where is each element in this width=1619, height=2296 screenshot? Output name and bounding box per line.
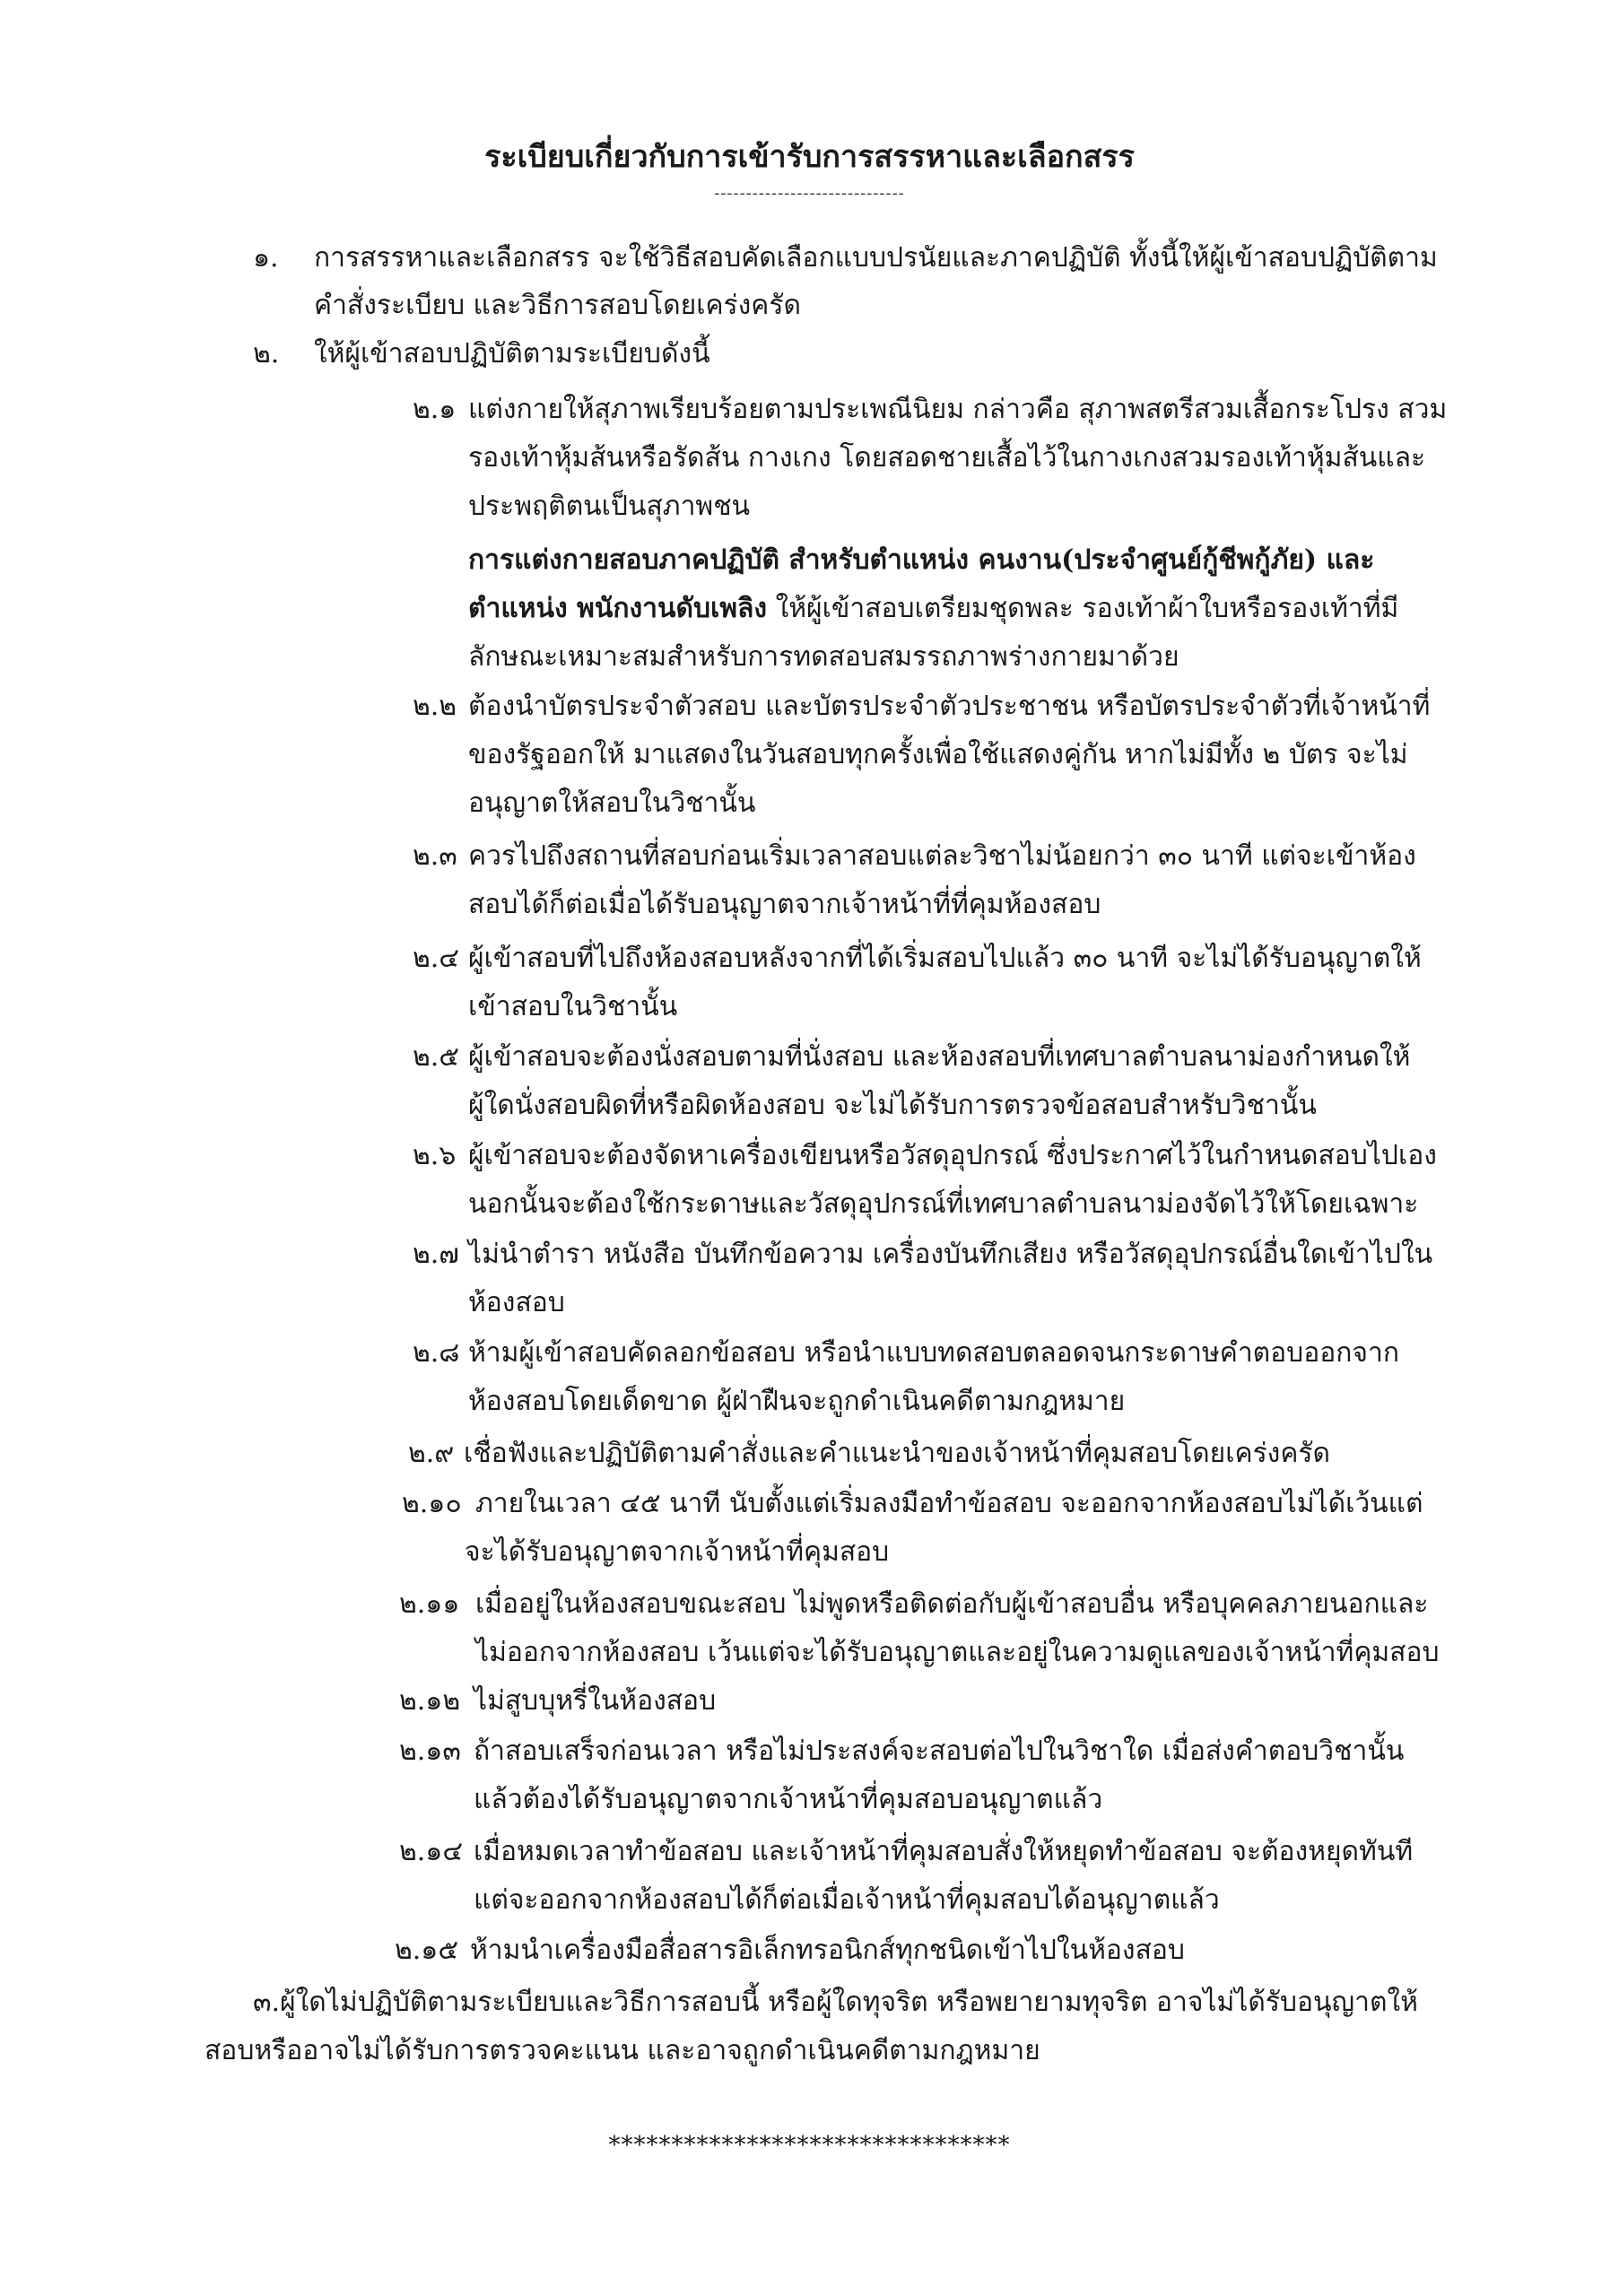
rule-2-1-number: ๒.๑ — [413, 394, 457, 425]
rule-2-6-number: ๒.๖ — [413, 1140, 457, 1171]
rule-2-14-line-1: เมื่อหมดเวลาทำข้อสอบ และเจ้าหน้าที่คุมสอบสั่งให้หยุดทำข้อสอบ จะต้องหยุดทันที — [474, 1836, 1414, 1867]
rule-2-2-line-1: ต้องนำบัตรประจำตัวสอบ และบัตรประจำตัวประชาชน หรือบัตรประจำตัวที่เจ้าหน้าที่ — [468, 691, 1431, 722]
position-name: ตำแหน่ง พนักงานดับเพลิง — [468, 593, 768, 624]
rule-2-11-line-1: เมื่ออยู่ในห้องสอบขณะสอบ ไม่พูดหรือติดต่อกับผู้เข้าสอบอื่น หรือบุคคลภายนอกและ — [475, 1588, 1429, 1620]
rule-2-8-line-1: ห้ามผู้เข้าสอบคัดลอกข้อสอบ หรือนำแบบทดสอบตลอดจนกระดาษคำตอบออกจาก — [468, 1337, 1400, 1369]
rule-2-2-line-2: ของรัฐออกให้ มาแสดงในวันสอบทุกครั้งเพื่อใช้แสดงคู่กัน หากไม่มีทั้ง ๒ บัตร จะไม่ — [468, 739, 1408, 770]
end-marker: ******************************** — [608, 2132, 1011, 2159]
rule-2-2-line-3: อนุญาตให้สอบในวิชานั้น — [468, 787, 756, 819]
rule-2-12-line-1: ไม่สูบบุหรี่ในห้องสอบ — [474, 1685, 717, 1717]
rule-2-15-number: ๒.๑๕ — [395, 1935, 459, 1966]
rule-2-9-line-1: เชื่อฟังและปฏิบัติตามคำสั่งและคำแนะนำของเจ้าหน้าที่คุมสอบโดยเคร่งครัด — [464, 1438, 1330, 1469]
rule-2-10-number: ๒.๑๐ — [402, 1488, 462, 1519]
item-1-line-1: การสรรหาและเลือกสรร จะใช้วิธีสอบคัดเลือกแบบปรนัยและภาคปฏิบัติ ทั้งนี้ให้ผู้เข้าสอบปฏิบัติตาม — [314, 242, 1438, 274]
rule-2-1-dress-heading: การแต่งกายสอบภาคปฏิบัติ สำหรับตำแหน่ง คนงาน(ประจำศูนย์กู้ชีพกู้ภัย) และ — [468, 544, 1375, 576]
rule-2-13-line-2: แล้วต้องได้รับอนุญาตจากเจ้าหน้าที่คุมสอบอนุญาตแล้ว — [474, 1784, 1103, 1815]
title-divider: ------------------------------ — [714, 184, 905, 203]
rule-2-7-line-1: ไม่นำตำรา หนังสือ บันทึกข้อความ เครื่องบันทึกเสียง หรือวัสดุอุปกรณ์อื่นใดเข้าไปใน — [468, 1239, 1433, 1270]
rule-2-10-line-2: จะได้รับอนุญาตจากเจ้าหน้าที่คุมสอบ — [465, 1536, 890, 1568]
rule-2-3-number: ๒.๓ — [413, 840, 457, 872]
rule-2-1-line-2: รองเท้าหุ้มส้นหรือรัดส้น กางเกง โดยสอดชายเสื้อไว้ในกางเกงสวมรองเท้าหุ้มส้นและ — [468, 442, 1426, 474]
rule-2-12-number: ๒.๑๒ — [399, 1685, 461, 1717]
item-2-text: ให้ผู้เข้าสอบปฏิบัติตามระเบียบดังนี้ — [314, 338, 710, 370]
rule-2-13-line-1: ถ้าสอบเสร็จก่อนเวลา หรือไม่ประสงค์จะสอบต่อไปในวิชาใด เมื่อส่งคำตอบวิชานั้น — [474, 1735, 1405, 1767]
item-3-line-1: ๓.ผู้ใดไม่ปฏิบัติตามระเบียบและวิธีการสอบนี้ หรือผู้ใดทุจริต หรือพยายามทุจริต อาจไม่ได้รับอนุญาตให้ — [253, 1987, 1418, 2018]
rule-2-14-line-2: แต่จะออกจากห้องสอบได้ก็ต่อเมื่อเจ้าหน้าที่คุมสอบได้อนุญาตแล้ว — [474, 1884, 1220, 1916]
rule-2-11-line-2: ไม่ออกจากห้องสอบ เว้นแต่จะได้รับอนุญาตและอยู่ในความดูแลของเจ้าหน้าที่คุมสอบ — [475, 1637, 1440, 1668]
item-1-line-2: คำสั่งระเบียบ และวิธีการสอบโดยเคร่งครัด — [314, 290, 801, 321]
rule-2-8-number: ๒.๘ — [413, 1337, 460, 1369]
item-3-line-2: สอบหรืออาจไม่ได้รับการตรวจคะแนน และอาจถูกดำเนินคดีตามกฎหมาย — [205, 2035, 1040, 2066]
rule-2-1-line-3: ประพฤติตนเป็นสุภาพชน — [468, 491, 751, 522]
item-1-number: ๑. — [253, 242, 279, 274]
rule-2-2-number: ๒.๒ — [413, 691, 457, 722]
rule-2-7-number: ๒.๗ — [413, 1239, 459, 1270]
rule-2-10-line-1: ภายในเวลา ๔๕ นาที นับตั้งแต่เริ่มลงมือทำข้อสอบ จะออกจากห้องสอบไม่ได้เว้นแต่ — [475, 1488, 1423, 1519]
rule-2-6-line-1: ผู้เข้าสอบจะต้องจัดหาเครื่องเขียนหรือวัสดุอุปกรณ์ ซึ่งประกาศไว้ในกำหนดสอบไปเอง — [468, 1140, 1437, 1171]
rule-2-9-number: ๒.๙ — [408, 1438, 455, 1469]
rule-2-4-line-1: ผู้เข้าสอบที่ไปถึงห้องสอบหลังจากที่ได้เริ่มสอบไปแล้ว ๓๐ นาที จะไม่ได้รับอนุญาตให้ — [468, 943, 1422, 974]
page-title: ระเบียบเกี่ยวกับการเข้ารับการสรรหาและเลือกสรร — [484, 139, 1135, 175]
rule-2-5-line-1: ผู้เข้าสอบจะต้องนั่งสอบตามที่นั่งสอบ และห้องสอบที่เทศบาลตำบลนาม่องกำหนดให้ — [468, 1041, 1411, 1073]
rule-2-14-number: ๒.๑๔ — [399, 1836, 464, 1867]
rule-2-6-line-2: นอกนั้นจะต้องใช้กระดาษและวัสดุอุปกรณ์ที่เทศบาลตำบลนาม่องจัดไว้ให้โดยเฉพาะ — [468, 1188, 1419, 1220]
rule-2-13-number: ๒.๑๓ — [399, 1735, 461, 1767]
rule-2-1-line-1: แต่งกายให้สุภาพเรียบร้อยตามประเพณีนิยม กล่าวคือ สุภาพสตรีสวมเสื้อกระโปรง สวม — [468, 394, 1448, 425]
rule-2-7-line-2: ห้องสอบ — [468, 1287, 565, 1318]
rule-2-5-line-2: ผู้ใดนั่งสอบผิดที่หรือผิดห้องสอบ จะไม่ได้รับการตรวจข้อสอบสำหรับวิชานั้น — [468, 1090, 1317, 1121]
rule-2-3-line-2: สอบได้ก็ต่อเมื่อได้รับอนุญาตจากเจ้าหน้าที่ที่คุมห้องสอบ — [468, 889, 1101, 920]
rule-2-8-line-2: ห้องสอบโดยเด็ดขาด ผู้ฝ่าฝืนจะถูกดำเนินคดีตามกฎหมาย — [468, 1386, 1126, 1417]
rule-2-5-number: ๒.๕ — [413, 1041, 460, 1073]
rule-2-4-number: ๒.๔ — [413, 943, 460, 974]
rule-2-11-number: ๒.๑๑ — [399, 1588, 460, 1620]
rule-2-15-line-1: ห้ามนำเครื่องมือสื่อสารอิเล็กทรอนิกส์ทุกชนิดเข้าไปในห้องสอบ — [470, 1935, 1185, 1966]
rule-2-3-line-1: ควรไปถึงสถานที่สอบก่อนเริ่มเวลาสอบแต่ละวิชาไม่น้อยกว่า ๓๐ นาที แต่จะเข้าห้อง — [468, 840, 1416, 872]
rule-2-4-line-2: เข้าสอบในวิชานั้น — [468, 991, 678, 1022]
rule-2-1-line-5 — [468, 587, 1398, 631]
rule-2-1-line-5-rest: ให้ผู้เข้าสอบเตรียมชุดพละ รองเท้าผ้าใบหรือรองเท้าที่มี — [767, 593, 1399, 624]
rule-2-1-line-6: ลักษณะเหมาะสมสำหรับการทดสอบสมรรถภาพร่างกายมาด้วย — [468, 641, 1179, 673]
item-2-number: ๒. — [253, 338, 280, 370]
